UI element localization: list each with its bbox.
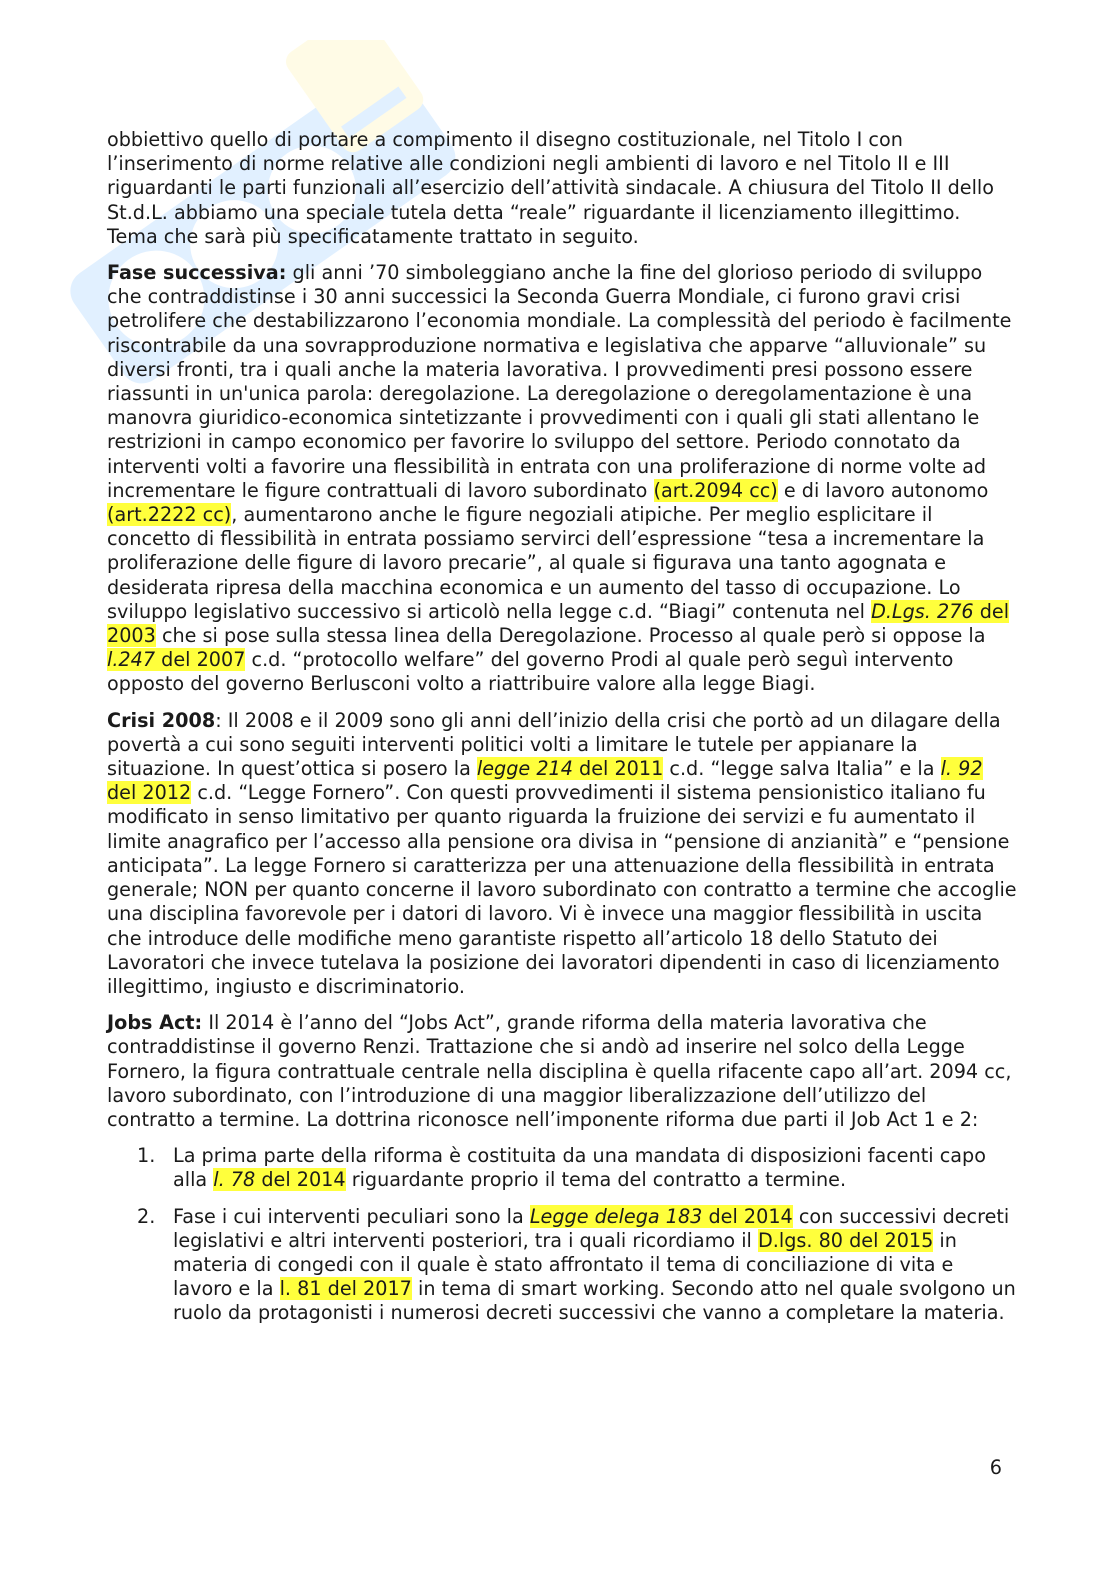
fase-successiva-heading: Fase successiva: bbox=[107, 261, 287, 285]
ref-legge-delega-183: Legge delega 183 bbox=[529, 1204, 703, 1228]
list-item bbox=[107, 1205, 1017, 1326]
item2-text-3: in materia di congedi con il quale è stato affrontato il tema di conciliazione di vita e lavoro e la bbox=[173, 1228, 957, 1301]
intro-text: obbiettivo quello di portare a compimento il disegno costituzionale, nel Titolo I con l’inserimento di norme relative alle condizioni negli ambienti di lavoro e nel Titolo II e III riguardanti le parti funzionali all’esercizio dell’attività sindacale. A chiusura del Titolo II dello St.d.L. abbiamo una speciale tutela detta “reale” riguardante il licenziamento illegittimo. Tema che sarà più specificatamente trattato in seguito. bbox=[107, 128, 994, 248]
ref-legge-214: legge 214 bbox=[476, 757, 573, 781]
ref-l-78: l. 78 bbox=[213, 1168, 256, 1192]
fase-successiva-paragraph bbox=[107, 261, 1017, 697]
ref-dlgs-276: D.Lgs. 276 bbox=[871, 599, 974, 623]
intro-paragraph bbox=[107, 128, 1017, 249]
jobs-text-1: Il 2014 è l’anno del “Jobs Act”, grande riforma della materia lavorativa che contraddistinse il governo Renzi. Trattazione che si andò ad inserire nel solco della Legge Fornero, la figura contrattuale centrale nella disciplina è quella rifacente capo all’art. 2094 cc, lavoro subordinato, con l’introduzione di una maggior liberalizzazione dell’utilizzo del contratto a termine. La dottrina riconosce nell’imponente riforma due parti il Job Act 1 e 2: bbox=[107, 1011, 1012, 1131]
item1-text-1: La prima parte della riforma è costituita da una mandata di disposizioni facenti capo alla bbox=[173, 1144, 986, 1192]
item1-text-2: riguardante proprio il tema del contratto a termine. bbox=[345, 1168, 847, 1192]
ref-legge-214-year: del 2011 bbox=[572, 757, 664, 781]
item2-text-1: Fase i cui interventi peculiari sono la bbox=[173, 1204, 530, 1228]
fase-text-5: c.d. “protocollo welfare” del governo Prodi al quale però seguì intervento opposto del governo Berlusconi volto a riattribuire valore alla legge Biagi. bbox=[107, 648, 954, 696]
page-number: 6 bbox=[989, 1456, 1002, 1479]
fase-text-4: che si pose sulla stessa linea della Deregolazione. Processo al quale però si oppose la bbox=[155, 624, 986, 648]
document-page bbox=[107, 128, 1017, 1338]
ref-dlgs-80: D.lgs. 80 del 2015 bbox=[757, 1228, 934, 1252]
crisi-2008-paragraph bbox=[107, 709, 1017, 999]
ref-l-247: l.247 bbox=[107, 648, 156, 672]
crisi-text-1: : Il 2008 e il 2009 sono gli anni dell’inizio della crisi che portò ad un dilagare della povertà a cui sono seguiti interventi politici volti a limitare le tutele per appianare la situazione. In quest’ottica si posero la bbox=[107, 708, 1001, 781]
jobs-act-paragraph bbox=[107, 1011, 1017, 1132]
jobs-act-list bbox=[107, 1144, 1017, 1325]
fase-text-1: gli anni ’70 simboleggiano anche la fine del glorioso periodo di sviluppo che contraddistinse i 30 anni successici la Seconda Guerra Mondiale, ci furono gravi crisi petrolifere che destabilizzarono l’economia mondiale. La complessità del periodo è facilmente riscontrabile da una sovrapproduzione normativa e legislativa che apparve “alluvionale” su diversi fronti, tra i quali anche la materia lavorativa. I provvedimenti presi possono essere riassunti in un'unica parola: deregolazione. La deregolazione o deregolamentazione è una manovra giuridico-economica sintetizzante i provvedimenti con i quali gli stati allentano le restrizioni in campo economico per favorire lo sviluppo del settore. Periodo connotato da interventi volti a favorire una flessibilità in entrata con una proliferazione di norme volte ad incrementare le figure contrattuali di lavoro subordinato bbox=[107, 261, 1012, 502]
fase-text-3: , aumentarono anche le figure negoziali atipiche. Per meglio esplicitare il concetto di flessibilità in entrata possiamo servirci dell’espressione “tesa a incrementare la proliferazione delle figure di lavoro precarie”, al quale si figurava una tanto agognata e desiderata ripresa della macchina economica e un aumento del tasso di occupazione. Lo sviluppo legislativo successivo si articolò nella legge c.d. “Biagi” contenuta nel bbox=[107, 503, 985, 623]
list-item bbox=[107, 1144, 1017, 1192]
item2-text-2: con successivi decreti legislativi e altri interventi posteriori, tra i quali ricordiamo il bbox=[173, 1204, 1010, 1252]
crisi-text-2: c.d. “legge salva Italia” e la bbox=[663, 757, 941, 781]
crisi-2008-heading: Crisi 2008 bbox=[107, 708, 216, 732]
fase-text-2: e di lavoro autonomo bbox=[777, 478, 989, 502]
list-item-number: 2. bbox=[137, 1204, 156, 1228]
ref-l-92-year: del 2012 bbox=[107, 781, 192, 805]
crisi-text-3: c.d. “Legge Fornero”. Con questi provvedimenti il sistema pensionistico italiano fu modificato in senso limitativo per quanto riguarda la fruizione dei servizi e fu aumentato il limite anagrafico per l’accesso alla pensione ora divisa in “pensione di anzianità” e “pensione anticipata”. La legge Fornero si caratterizza per una attenuazione della flessibilità in entrata generale; NON per quanto concerne il lavoro subordinato con contratto a termine che accoglie una disciplina favorevole per i datori di lavoro. Vi è invece una maggior flessibilità in uscita che introduce delle modifiche meno garantiste rispetto all’articolo 18 dello Statuto dei Lavoratori che invece tutelava la posizione dei lavoratori dipendenti in caso di licenziamento illegittimo, ingiusto e discriminatorio. bbox=[107, 781, 1017, 998]
ref-art-2222: (art.2222 cc) bbox=[107, 503, 232, 527]
ref-l-78-year: del 2014 bbox=[255, 1168, 346, 1192]
ref-l-247-year: del 2007 bbox=[155, 648, 246, 672]
ref-dlgs-276-year: del 2003 bbox=[107, 599, 1010, 648]
ref-art-2094: (art.2094 cc) bbox=[653, 478, 778, 502]
jobs-act-heading: Jobs Act: bbox=[107, 1011, 203, 1035]
ref-legge-delega-183-year: del 2014 bbox=[702, 1204, 793, 1228]
item2-text-4: in tema di smart working. Secondo atto nel quale svolgono un ruolo da protagonisti i numerosi decreti successivi che vanno a completare la materia. bbox=[173, 1277, 1016, 1325]
ref-l-92: l. 92 bbox=[940, 757, 983, 781]
list-item-number: 1. bbox=[137, 1144, 156, 1168]
ref-l-81: l. 81 del 2017 bbox=[279, 1277, 412, 1301]
